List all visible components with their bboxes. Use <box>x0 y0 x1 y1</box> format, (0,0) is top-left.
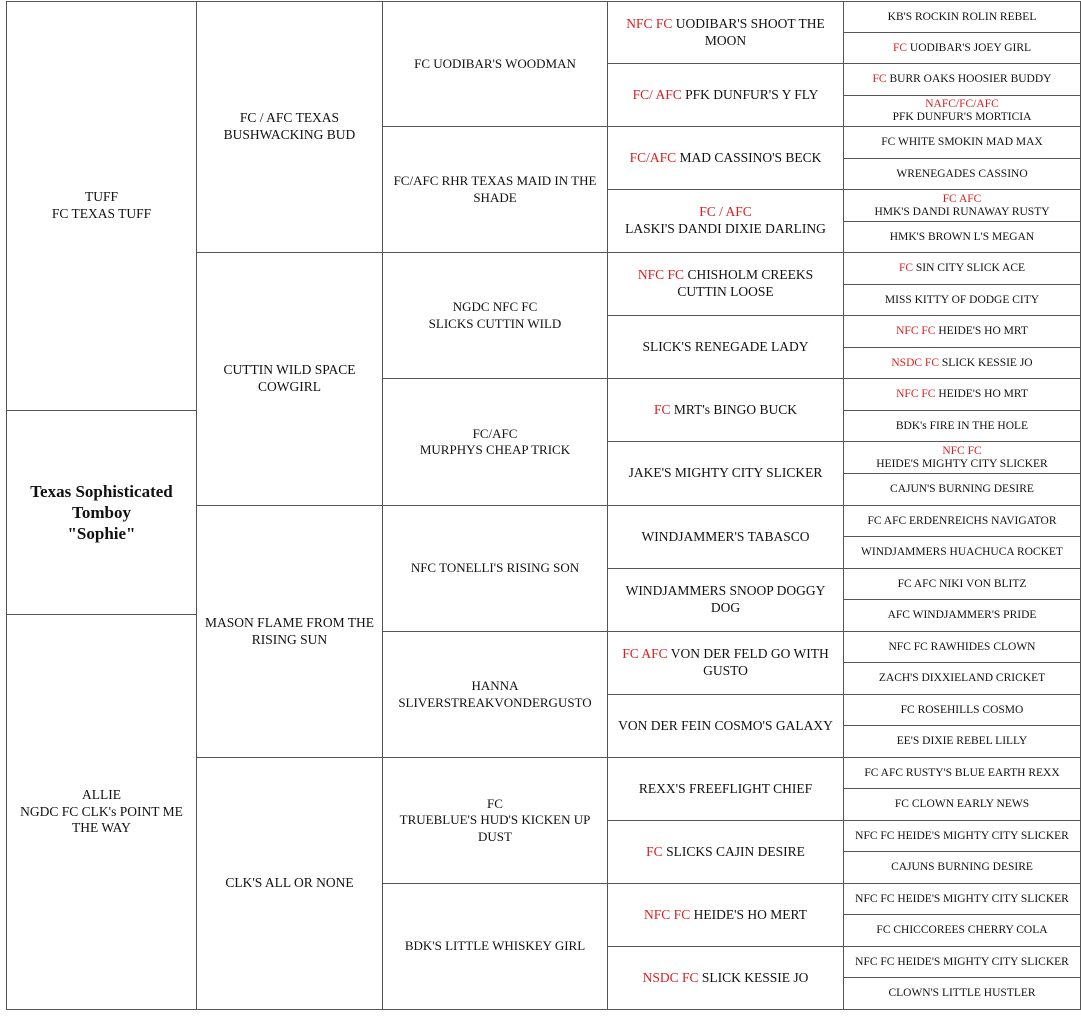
name-line <box>888 609 1037 622</box>
gen5-cell <box>844 159 1081 190</box>
dog-name: VON DER FELD GO WITH GUSTO <box>670 646 829 678</box>
name-line <box>943 193 982 206</box>
name-line <box>893 42 1031 55</box>
name-line <box>203 362 376 396</box>
gen4-cell <box>608 442 844 506</box>
title-prefix: NFC FC <box>644 906 691 922</box>
subject-name-line: "Sophie" <box>67 524 136 543</box>
name-line <box>625 221 826 238</box>
gen5-cell <box>844 821 1081 852</box>
subject-name-line: Tomboy <box>72 503 131 522</box>
name-line <box>618 718 833 735</box>
name-line <box>895 798 1029 811</box>
dog-name: FC CHICCOREES CHERRY COLA <box>876 924 1048 936</box>
name-line <box>896 168 1027 181</box>
dog-name: SLICK KESSIE JO <box>701 969 809 985</box>
name-line <box>487 796 503 812</box>
gen5-cell <box>844 789 1081 821</box>
name-line <box>429 316 562 332</box>
gen5-cell <box>844 285 1081 316</box>
dog-name: NFC FC HEIDE'S MIGHTY CITY SLICKER <box>855 892 1069 905</box>
name-line <box>614 646 837 680</box>
title-prefix: NFC FC <box>637 267 685 283</box>
dog-name: CAJUNS BURNING DESIRE <box>891 861 1033 873</box>
title-prefix: NFC FC <box>896 325 936 337</box>
dog-name: BURR OAKS HOOSIER BUDDY <box>889 73 1052 85</box>
dog-name: SLICK'S RENEGADE LADY <box>642 338 809 354</box>
dog-name: ALLIE <box>82 786 121 802</box>
great-grandparent-cell <box>383 758 608 884</box>
title-prefix: FC <box>653 401 671 417</box>
gen4-cell <box>608 569 844 632</box>
dog-name: FC TEXAS TUFF <box>51 206 152 221</box>
name-line <box>888 11 1037 24</box>
name-line <box>646 844 805 861</box>
dog-name: ZACH'S DIXXIELAND CRICKET <box>878 672 1046 684</box>
name-line <box>405 938 585 954</box>
dog-name: HMK'S DANDI RUNAWAY RUSTY <box>874 205 1050 218</box>
dog-name: HANNA <box>471 678 519 694</box>
gen5-cell <box>844 190 1081 222</box>
name-line <box>643 970 809 987</box>
gen4-cell <box>608 379 844 442</box>
name-line <box>873 73 1052 86</box>
title-prefix: FC <box>872 73 887 85</box>
gen5-cell <box>844 474 1081 506</box>
name-line <box>879 672 1045 685</box>
grandparent-cell <box>197 506 383 758</box>
title-prefix: FC/AFC <box>629 149 677 165</box>
gen4-cell <box>608 758 844 821</box>
dog-name: UODIBAR'S SHOOT THE MOON <box>675 15 825 48</box>
dog-name: MISS KITTY OF DODGE CITY <box>884 293 1040 306</box>
name-line <box>861 546 1063 559</box>
title-prefix: FC AFC <box>942 192 982 205</box>
dog-name: SIN CITY SLICK ACE <box>915 262 1026 274</box>
name-line <box>855 830 1069 843</box>
gen5-cell <box>844 64 1081 96</box>
dog-name: LASKI'S DANDI DIXIE DARLING <box>625 221 826 236</box>
gen5-cell <box>844 442 1081 474</box>
name-line <box>889 641 1036 654</box>
gen5-cell <box>844 96 1081 127</box>
dog-name: CAJUN'S BURNING DESIRE <box>890 483 1034 495</box>
name-line <box>897 735 1027 748</box>
name-line <box>881 136 1042 149</box>
name-line <box>890 231 1034 244</box>
dog-name: WRENEGADES CASSINO <box>896 167 1028 180</box>
dog-name: WINDJAMMERS SNOOP DOGGY DOG <box>625 583 826 615</box>
name-line <box>642 529 810 546</box>
name-line <box>855 956 1069 969</box>
great-grandparent-cell <box>383 632 608 758</box>
name-line <box>85 189 118 206</box>
gen4-cell <box>608 947 844 1010</box>
dog-name: VON DER FEIN COSMO'S GALAXY <box>618 717 833 733</box>
gen4-cell <box>608 253 844 316</box>
dog-name: FC AFC NIKI VON BLITZ <box>897 577 1027 590</box>
sire-cell <box>6 1 197 411</box>
name-line <box>896 388 1028 401</box>
great-grandparent-cell <box>383 379 608 506</box>
gen5-cell <box>844 33 1081 64</box>
dog-name: HMK'S BROWN L'S MEGAN <box>889 230 1035 243</box>
name-line <box>472 678 519 694</box>
name-line <box>614 16 837 50</box>
dog-name: SLICK KESSIE JO <box>941 356 1033 369</box>
gen5-cell <box>844 726 1081 758</box>
gen4-cell <box>608 506 844 569</box>
great-grandparent-cell <box>383 506 608 632</box>
name-line <box>82 787 121 804</box>
gen5-cell <box>844 411 1081 442</box>
dog-name: NFC TONELLI'S RISING SON <box>410 560 580 576</box>
name-line <box>890 483 1034 496</box>
subject-name-line: Texas Sophisticated <box>30 482 173 501</box>
dog-name: JAKE'S MIGHTY CITY SLICKER <box>628 465 823 481</box>
dog-name: PFK DUNFUR'S Y FLY <box>685 86 819 102</box>
dam-cell <box>6 615 197 1010</box>
name-line <box>473 426 518 442</box>
gen5-cell <box>844 222 1081 253</box>
name-line <box>942 445 981 458</box>
dog-name: FC AFC ERDENREICHS NAVIGATOR <box>867 514 1057 527</box>
title-prefix: NFC FC <box>942 444 982 457</box>
name-line <box>901 704 1024 717</box>
dog-name: FC / AFC TEXAS BUSHWACKING BUD <box>223 110 356 142</box>
title-prefix: FC <box>898 262 914 274</box>
dog-name: NGDC NFC FC <box>452 299 538 315</box>
name-line <box>629 465 823 482</box>
title-prefix: FC <box>892 41 908 54</box>
dog-name: FC AFC RUSTY'S BLUE EARTH REXX <box>864 766 1060 779</box>
name-line <box>203 615 376 649</box>
name-line <box>864 767 1059 780</box>
name-line <box>855 893 1069 906</box>
title-prefix: NSDC FC <box>642 969 699 985</box>
grandparent-cell <box>197 253 383 506</box>
dog-name: HEIDE'S HO MRT <box>938 325 1028 337</box>
dog-name: NFC FC HEIDE'S MIGHTY CITY SLICKER <box>855 955 1069 968</box>
name-line <box>896 420 1028 433</box>
grandparent-cell <box>197 1 383 253</box>
dog-name: SLICKS CAJIN DESIRE <box>666 843 805 859</box>
name-line <box>699 204 752 221</box>
dog-name: FC ROSEHILLS COSMO <box>900 703 1024 716</box>
gen4-cell <box>608 190 844 253</box>
title-prefix: NFC FC <box>896 388 936 400</box>
dog-name: CLK'S ALL OR NONE <box>225 875 354 891</box>
gen5-cell <box>844 600 1081 632</box>
grandparent-cell <box>197 758 383 1010</box>
name-line <box>52 206 151 223</box>
name-line <box>398 695 591 711</box>
gen4-cell <box>608 1 844 64</box>
dog-name: FC/AFC <box>472 425 518 441</box>
dog-name: HEIDE'S MIGHTY CITY SLICKER <box>876 457 1048 470</box>
title-prefix: NAFC/FC/AFC <box>925 98 999 110</box>
name-line <box>414 56 576 72</box>
gen4-cell <box>608 632 844 695</box>
dog-name: SLICKS CUTTIN WILD <box>428 315 562 331</box>
gen4-cell <box>608 127 844 190</box>
dog-name: EE'S DIXIE REBEL LILLY <box>896 735 1028 747</box>
gen5-cell <box>844 569 1081 600</box>
name-line <box>411 560 579 576</box>
dog-name: NFC FC RAWHIDES CLOWN <box>888 640 1036 653</box>
name-line <box>225 875 353 892</box>
dog-name: WINDJAMMER'S TABASCO <box>641 528 810 544</box>
dog-name: AFC WINDJAMMER'S PRIDE <box>887 609 1037 621</box>
gen5-cell <box>844 852 1081 884</box>
gen4-cell <box>608 821 844 884</box>
title-prefix: FC AFC <box>622 646 668 662</box>
name-line <box>898 578 1027 591</box>
dog-name: HEIDE'S HO MERT <box>693 906 807 922</box>
dog-name: FC <box>487 796 503 812</box>
title-prefix: NFC FC <box>626 15 673 31</box>
name-line <box>633 87 819 104</box>
gen5-cell <box>844 758 1081 789</box>
name-line <box>899 262 1025 275</box>
gen5-cell <box>844 632 1081 663</box>
great-grandparent-cell <box>383 884 608 1010</box>
name-line <box>643 339 809 356</box>
gen5-cell <box>844 663 1081 695</box>
gen5-cell <box>844 537 1081 569</box>
gen5-cell <box>844 348 1081 379</box>
name-line <box>13 804 190 838</box>
gen5-cell <box>844 947 1081 978</box>
title-prefix: FC <box>646 843 663 859</box>
dog-name: FC UODIBAR'S WOODMAN <box>414 55 576 71</box>
dog-name: NFC FC HEIDE'S MIGHTY CITY SLICKER <box>855 829 1069 842</box>
great-grandparent-cell <box>383 1 608 127</box>
gen4-cell <box>608 695 844 758</box>
name-line <box>876 924 1047 937</box>
great-grandparent-cell <box>383 253 608 379</box>
dog-name: HEIDE'S HO MRT <box>938 388 1028 400</box>
name-line <box>614 267 837 301</box>
name-line <box>389 173 601 206</box>
gen5-cell <box>844 978 1081 1010</box>
name-line <box>891 861 1033 874</box>
name-line <box>891 357 1032 370</box>
name-line <box>614 583 837 617</box>
gen4-cell <box>608 64 844 127</box>
dog-name: CHISHOLM CREEKS CUTTIN LOOSE <box>677 267 814 299</box>
name-line <box>389 812 601 845</box>
dog-name: PFK DUNFUR'S MORTICIA <box>892 111 1032 123</box>
title-prefix: FC/ AFC <box>632 86 682 102</box>
name-line <box>885 294 1039 307</box>
dog-name: MURPHYS CHEAP TRICK <box>419 442 571 457</box>
name-line <box>925 98 999 111</box>
gen5-cell <box>844 695 1081 726</box>
dog-name: REXX'S FREEFLIGHT CHIEF <box>638 780 813 796</box>
dog-name: FC CLOWN EARLY NEWS <box>894 798 1030 810</box>
name-line <box>893 111 1032 124</box>
gen4-cell <box>608 884 844 947</box>
gen4-cell <box>608 316 844 379</box>
dog-name: UODIBAR'S JOEY GIRL <box>909 41 1032 54</box>
dog-name: CUTTIN WILD SPACE COWGIRL <box>223 362 356 394</box>
name-line <box>644 907 807 924</box>
dog-name: MRT's BINGO BUCK <box>673 401 798 417</box>
name-line <box>874 206 1049 219</box>
dog-name: MASON FLAME FROM THE RISING SUN <box>205 614 374 647</box>
gen5-cell <box>844 915 1081 947</box>
dog-name: BDK'S LITTLE WHISKEY GIRL <box>404 938 586 954</box>
gen5-cell <box>844 253 1081 285</box>
name-line <box>876 458 1047 471</box>
dog-name: KB'S ROCKIN ROLIN REBEL <box>887 10 1037 23</box>
dog-name: SLIVERSTREAKVONDERGUSTO <box>398 694 592 710</box>
dog-name: TUFF <box>84 189 118 205</box>
dog-name: FC WHITE SMOKIN MAD MAX <box>881 136 1043 148</box>
name-line <box>420 442 570 458</box>
name-line <box>896 325 1028 338</box>
dog-name: MAD CASSINO'S BECK <box>679 149 822 165</box>
gen5-cell <box>844 316 1081 348</box>
gen5-cell <box>844 1 1081 33</box>
great-grandparent-cell <box>383 127 608 253</box>
subject-cell <box>6 411 197 615</box>
name-line <box>867 515 1056 528</box>
dog-name: NGDC FC CLK's POINT ME THE WAY <box>20 803 183 836</box>
name-line <box>654 402 797 419</box>
gen5-cell <box>844 506 1081 537</box>
dog-name: CLOWN'S LITTLE HUSTLER <box>888 987 1036 999</box>
gen5-cell <box>844 379 1081 411</box>
title-prefix: NSDC FC <box>891 356 939 369</box>
dog-name: BDK's FIRE IN THE HOLE <box>895 419 1029 432</box>
name-line <box>203 110 376 144</box>
dog-name: TRUEBLUE'S HUD'S KICKEN UP DUST <box>399 812 591 844</box>
gen5-cell <box>844 127 1081 159</box>
name-line <box>888 987 1035 1000</box>
title-prefix: FC / AFC <box>699 204 752 220</box>
dog-name: FC/AFC RHR TEXAS MAID IN THE SHADE <box>393 173 597 205</box>
gen5-cell <box>844 884 1081 915</box>
name-line <box>453 299 538 315</box>
name-line <box>630 150 822 167</box>
name-line <box>639 781 812 798</box>
dog-name: WINDJAMMERS HUACHUCA ROCKET <box>861 546 1063 558</box>
